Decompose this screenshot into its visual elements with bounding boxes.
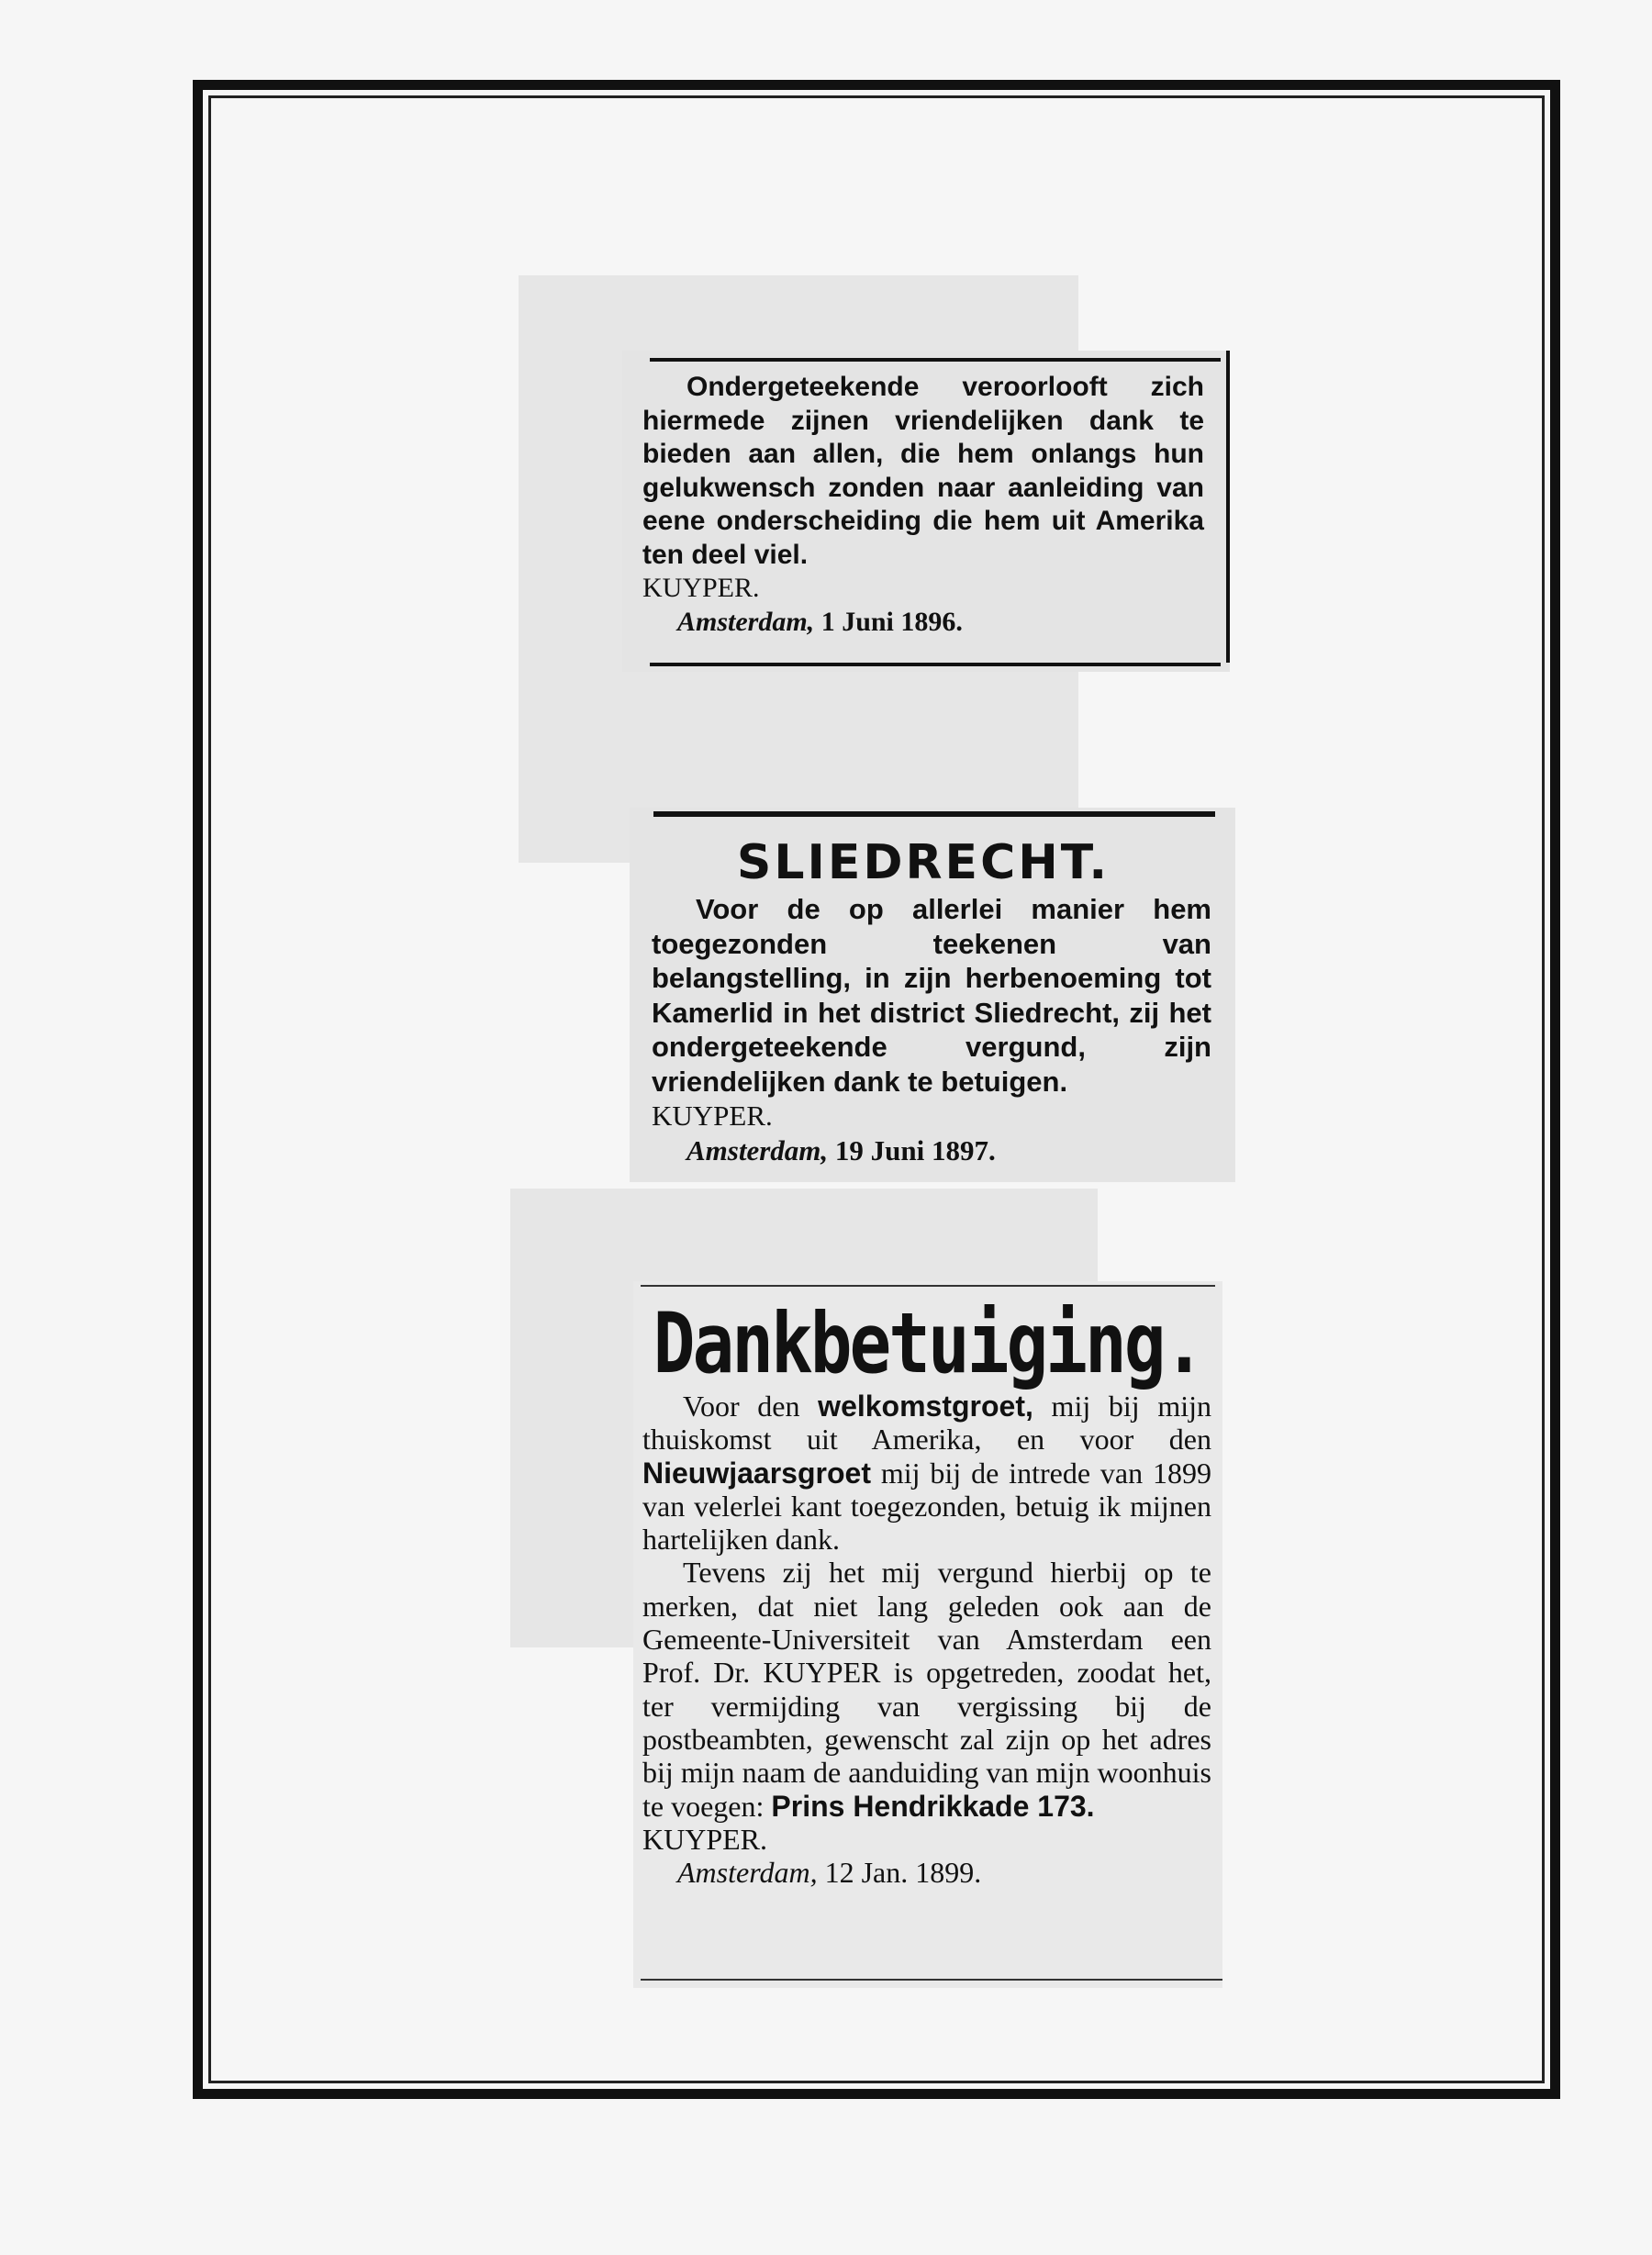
dateline [642,1856,1211,1889]
rule [641,1285,1215,1287]
text-run: mij bij mijn thuiskomst uit Amerika, en voor den [642,1390,1212,1457]
clipping-paragraph: Ondergeteekende veroorlooft zich hiermede zijnen vriendelijken dank te bieden aan allen, die hem onlangs hun gelukwensch zonden naar aanleiding van eene onderscheiding die hem uit Amerika ten deel viel. [642,372,1204,570]
text-run-bold: Nieuwjaarsgroet [642,1456,871,1490]
dateline [642,606,1204,640]
date: 12 Jan. 1899. [824,1856,982,1890]
dateline [652,1133,1211,1168]
clipping-dankbetuiging-1899 [633,1281,1222,1988]
place: Amsterdam, [677,1856,818,1890]
rule [1226,351,1230,663]
date: 19 Juni 1897. [834,1133,996,1167]
clipping-thanks-1896 [622,351,1230,672]
clipping-text [652,892,1211,1167]
signature: KUYPER. [642,573,760,603]
clipping-heading: Dankbetuiging. [653,1294,1203,1392]
rule [653,811,1215,817]
clipping-paragraph: Voor de op allerlei manier hem toegezonden teekenen van belangstelling, in zijn herbenoeming tot Kamerlid in het district Sliedrecht, zij het ondergeteekende vergund, zijn vriendelijken dank te betuigen. [652,893,1211,1098]
text-run: Tevens zij het mij vergund hierbij op te merken, dat niet lang geleden ook aan de Gemeente-Universiteit van Amsterdam een Prof. Dr. KUYPER is opgetreden, zoodat het, ter vermijding van vergissing bij de postbeambten, gewenscht zal zijn op het adres bij mijn naam de aanduiding van mijn woonhuis te voegen: [642,1556,1211,1823]
place: Amsterdam, [677,606,815,637]
text-run-bold: welkomstgroet, [818,1390,1033,1423]
date: 1 Juni 1896. [820,606,963,637]
rule [641,1979,1222,1981]
text-run: mij bij de intrede van 1899 van velerlei kant toegezonden, betuig ik mijnen hartelijken dank. [642,1456,1211,1557]
clipping-paragraph [642,1556,1211,1822]
rule [650,358,1221,362]
text-run-bold: Prins Hendrikkade 173. [771,1789,1095,1823]
signature: KUYPER. [652,1100,773,1132]
clipping-text [642,371,1204,639]
clipping-text [642,1390,1211,1889]
clipping-heading: SLIEDRECHT. [736,835,1111,890]
signature: KUYPER. [642,1822,768,1856]
clipping-sliedrecht-1897 [630,808,1235,1182]
place: Amsterdam, [686,1133,829,1167]
text-run: Voor den [683,1390,819,1423]
clipping-paragraph [642,1390,1211,1556]
rule [650,663,1221,666]
